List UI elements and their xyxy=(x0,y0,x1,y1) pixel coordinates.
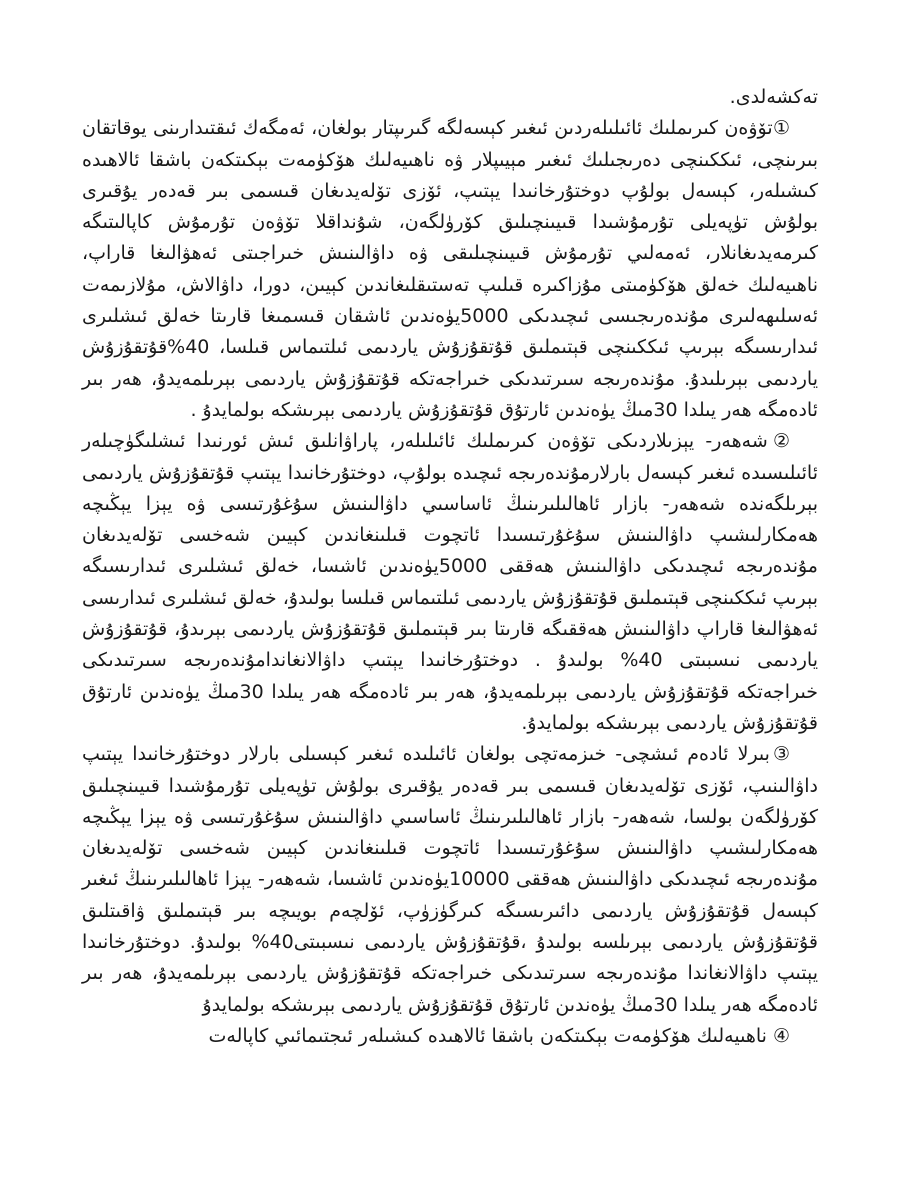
paragraph-item-1: ①تۆۋەن كىرىملىك ئائىلىلەردىن ئىغىر كېسەلگە گىرىپتار بولغان، ئەمگەك ئىقتىدارىنى يوقاتقان بىرىنچى، ئىككىنچى دەرىجىلىك ئىغىر مېيىپلار ۋە ناھىيەلىك ھۆكۈمەت بېكىتكەن باشقا ئالاھىدە كىشىلەر، كېسەل بولۇپ دوختۇرخانىدا يېتىپ، ئۆزى تۆلەيدىغان قىسمى بىر قەدەر يۇقىرى بولۇش تۈپەيلى تۇرمۇشىدا قىيىنچىلىق كۆرۈلگەن، شۇنداقلا تۆۋەن تۇرمۇش كاپالىتىگە كىرمەيدىغانلار، ئەمەلىي تۇرمۇش قىيىنچىلىقى ۋە داۋالىنىش خىراجىتى ئەھۋالىغا قاراپ، ناھىيەلىك خەلق ھۆكۈمىتى مۇزاكىرە قىلىپ تەستىقلىغاندىن كېيىن، دورا، داۋالاش، مۇلازىمەت ئەسلىھەلىرى مۇندەرىجىسى ئىچىدىكى 5000يۈەندىن ئاشقان قىسمىغا قارىتا خەلق ئىشلىرى ئىدارىسىگە بېرىپ ئىككىنچى قېتىملىق قۇتقۇزۇش ياردىمى ئىلتىماس قىلسا، 40%قۇتقۇزۇش ياردىمى بېرىلىدۇ. مۇندەرىجە سىرتىدىكى خىراجەتكە قۇتقۇزۇش ياردىمى بېرىلمەيدۇ، ھەر بىر ئادەمگە ھەر يىلدا 30مىڭ يۈەندىن ئارتۇق قۇتقۇزۇش ياردىمى بېرىشكە بولمايدۇ . xyxy=(82,117,818,421)
paragraph-item-4: ④ ناھىيەلىك ھۆكۈمەت بېكىتكەن باشقا ئالاھىدە كىشىلەر ئىجتىمائىي كاپالەت xyxy=(208,1024,790,1047)
paragraph-continuation: تەكشەلدى. xyxy=(729,86,818,108)
paragraph-item-2: ②شەھەر- يېزىلاردىكى تۆۋەن كىرىملىك ئائىلىلەر، پاراۋانلىق ئىش ئورنىدا ئىشلىگۈچىلەر ئائىلىسىدە ئىغىر كېسەل بارلارمۇندەرىجە ئىچىدە بولۇپ، دوختۇرخانىدا يېتىپ قۇتقۇزۇش ياردىمى بېرىلگەندە شەھەر- بازار ئاھالىلىرىنىڭ ئاساسىي داۋالىنىش سۇغۇرتىسى ۋە يېزا يېڭىچە ھەمكارلىشىپ داۋالىنىش سۇغۇرتىسىدا ئاتچوت قىلىنغاندىن كېيىن شەخسى تۆلەيدىغان مۇندەرىجە ئىچىدىكى داۋالىنىش ھەققى 5000يۈەندىن ئاشسا، خەلق ئىشلىرى ئىدارىسىگە بېرىپ ئىككىنچى قېتىملىق قۇتقۇزۇش ياردىمى ئىلتىماس قىلسا بولىدۇ، خەلق ئىشلىرى ئىدارىسى ئەھۋالىغا قاراپ داۋالىنىش ھەققىگە قارىتا بىر قېتىملىق قۇتقۇزۇش ياردىمى بېرىدۇ، قۇتقۇزۇش ياردىمى نىسبىتى 40% بولىدۇ . دوختۇرخانىدا يېتىپ داۋالانغاندامۇندەرىجە سىرتىدىكى خىراجەتكە قۇتقۇزۇش ياردىمى بېرىلمەيدۇ، ھەر بىر ئادەمگە ھەر يىلدا 30مىڭ يۈەندىن ئارتۇق قۇتقۇزۇش ياردىمى بېرىشكە بولمايدۇ. xyxy=(82,430,819,734)
paragraph-item-3: ③بىرلا ئادەم ئىشچى- خىزمەتچى بولغان ئائىلىدە ئىغىر كېسىلى بارلار دوختۇرخانىدا يېتىپ داۋالىنىپ، ئۆزى تۆلەيدىغان قىسمى بىر قەدەر يۇقىرى بولۇش تۈپەيلى تۇرمۇشىدا قىيىنچىلىق كۆرۈلگەن بولسا، شەھەر- بازار ئاھالىلىرىنىڭ ئاساسىي داۋالىنىش سۇغۇرتىسى ۋە يېزا يېڭىچە ھەمكارلىشىپ داۋالىنىش سۇغۇرتىسىدا ئاتچوت قىلىنغاندىن كېيىن شەخسى تۆلەيدىغان مۇندەرىجە ئىچىدىكى داۋالىنىش ھەققى 10000يۈەندىن ئاشسا، شەھەر- يېزا ئاھالىلىرىنىڭ ئىغىر كېسەل قۇتقۇزۇش ياردىمى دائىرىسىگە كىرگۈزۈپ، ئۆلچەم بويىچە بىر قېتىملىق ۋاقىتلىق قۇتقۇزۇش ياردىمى بېرىلسە بولىدۇ ،قۇتقۇزۇش ياردىمى نىسبىتى40% بولىدۇ. دوختۇرخانىدا يېتىپ داۋالانغاندا مۇندەرىجە سىرتىدىكى خىراجەتكە قۇتقۇزۇش ياردىمى بېرىلمەيدۇ، ھەر بىر ئادەمگە ھەر يىلدا 30مىڭ يۈەندىن ئارتۇق قۇتقۇزۇش ياردىمى بېرىشكە بولمايدۇ xyxy=(82,743,818,1016)
